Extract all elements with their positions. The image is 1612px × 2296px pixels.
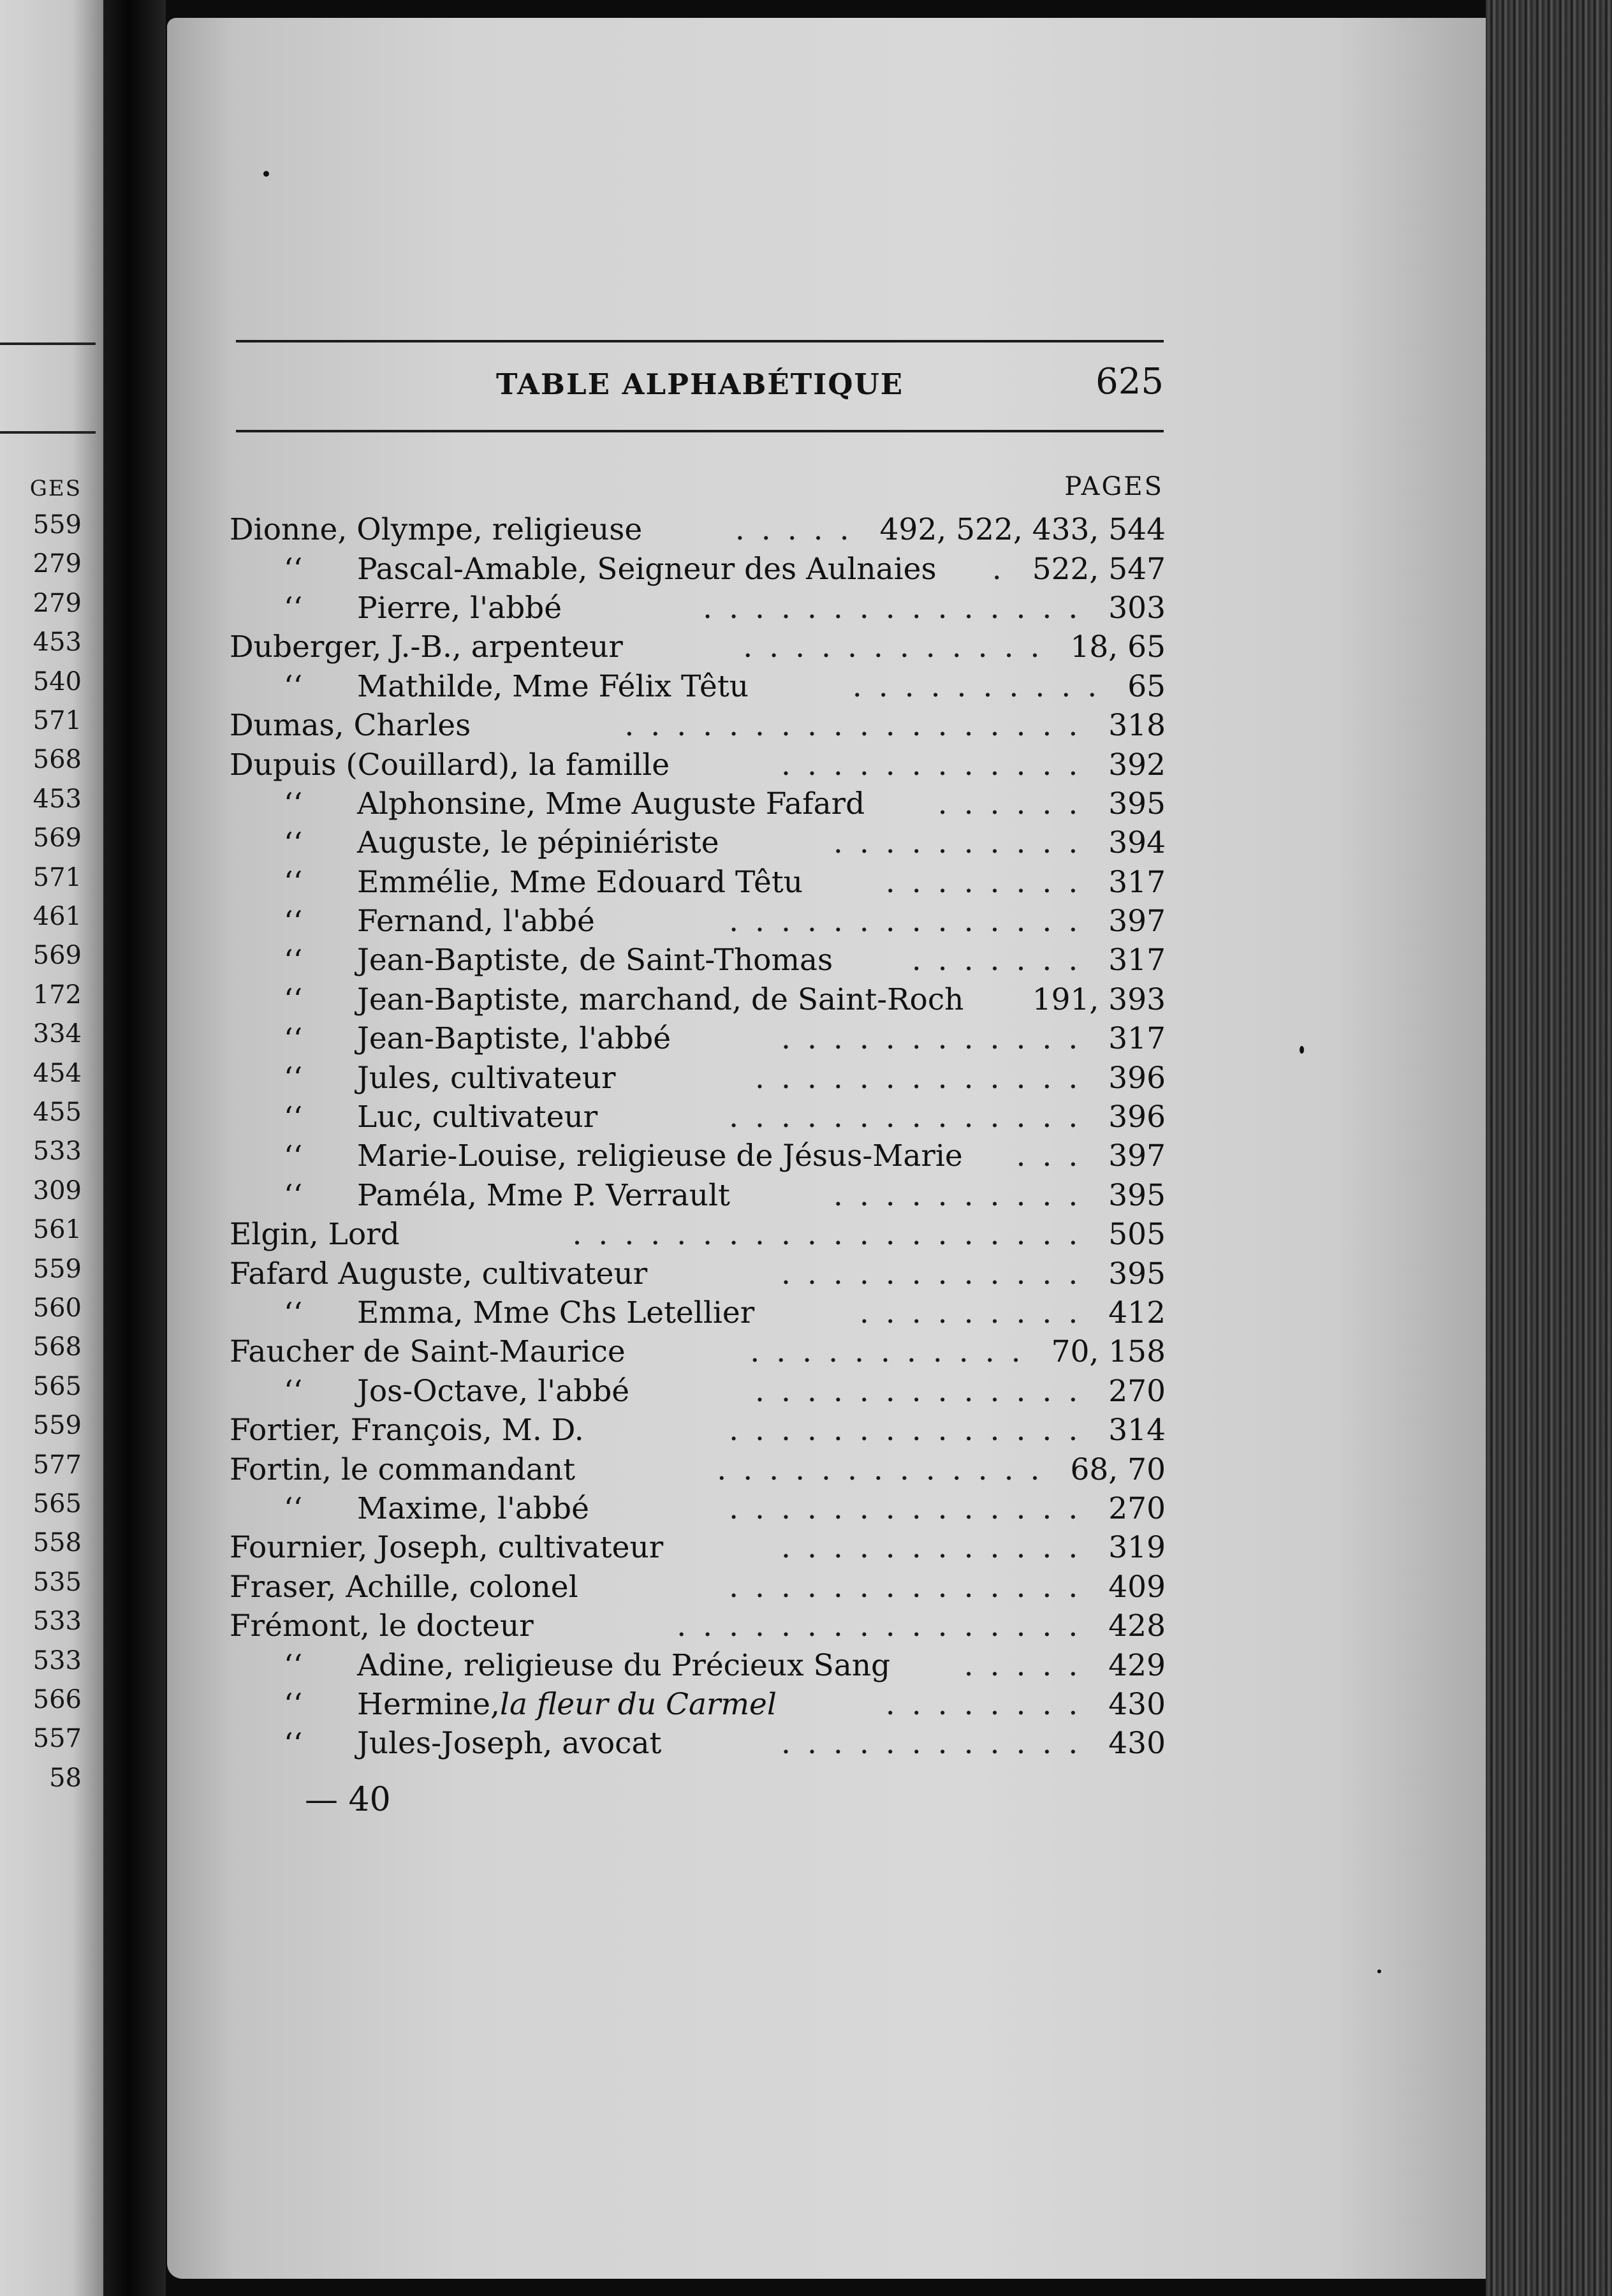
entry-label (357, 1058, 616, 1097)
dot-leader: ............ (743, 629, 1057, 665)
entry-label (230, 1411, 584, 1450)
entry-pages: 395 (1108, 1256, 1166, 1292)
dot-leader: ..... (735, 512, 866, 548)
entry-pages: 65 (1127, 668, 1166, 704)
index-entry (230, 863, 1166, 902)
facing-page-number: 455 (33, 1098, 82, 1127)
entry-label-text: Emmélie, Mme Edouard Têtu (357, 864, 803, 900)
facing-page-number: 453 (33, 628, 82, 658)
facing-page-number: 453 (33, 784, 82, 814)
entry-label-text: Dumas, Charles (230, 708, 471, 744)
entry-label-text: Fraser, Achille, colonel (230, 1569, 578, 1605)
entry-pages: 319 (1108, 1530, 1166, 1566)
entry-label-text: Elgin, Lord (230, 1217, 400, 1253)
ditto-mark: ‘‘ (284, 591, 303, 626)
dot-leader: . (992, 551, 1018, 587)
ditto-mark: ‘‘ (284, 1138, 303, 1174)
entry-label-text: Dionne, Olympe, religieuse (230, 512, 643, 548)
facing-page-number: 569 (33, 941, 82, 971)
header-rule-top (236, 340, 1164, 342)
entry-pages: 396 (1108, 1060, 1166, 1096)
entry-label (230, 1607, 534, 1645)
dot-leader: ... (1016, 1138, 1095, 1174)
ditto-mark: ‘‘ (284, 982, 303, 1017)
page-number: 625 (1095, 361, 1164, 402)
facing-page-number: 561 (33, 1215, 82, 1245)
header-rule-bottom (236, 430, 1164, 432)
entry-pages: 505 (1108, 1217, 1166, 1253)
facing-page-number: 279 (33, 588, 82, 618)
dot-leader: .......... (852, 668, 1114, 704)
entry-label-text: Jean-Baptiste, l'abbé (357, 1021, 671, 1057)
entry-label (357, 980, 964, 1019)
dot-leader: ............. (717, 1452, 1057, 1487)
facing-page-number: 461 (33, 902, 82, 931)
entry-label-text: Pascal-Amable, Seigneur des Aulnaies (357, 551, 937, 587)
entry-label-text: Emma, Mme Chs Letellier (357, 1295, 755, 1330)
facing-page-number: 559 (33, 1254, 82, 1284)
facing-page-number: 533 (33, 1645, 82, 1675)
facing-page-number: 559 (33, 1411, 82, 1441)
signature-mark: — 40 (305, 1781, 391, 1819)
facing-page-number: 533 (33, 1137, 82, 1166)
facing-page-number: 560 (33, 1293, 82, 1323)
facing-page-number: 334 (33, 1019, 82, 1049)
ditto-mark: ‘‘ (284, 1061, 303, 1096)
entry-pages: 394 (1108, 825, 1166, 861)
entry-label-text: Frémont, le docteur (230, 1608, 534, 1644)
index-entry (230, 1685, 1166, 1724)
entry-pages: 70, 158 (1051, 1334, 1166, 1370)
entry-label (357, 941, 833, 980)
entry-label-text: Hermine, (357, 1686, 500, 1722)
dot-leader: ..... (964, 1647, 1095, 1683)
dot-leader: ...... (937, 786, 1095, 821)
index-entry (230, 1568, 1166, 1607)
dot-leader: ............ (781, 747, 1095, 783)
entry-label (230, 628, 623, 666)
facing-page-header-fragment: GES (29, 476, 82, 501)
entry-pages: 68, 70 (1070, 1452, 1166, 1487)
paper-speck (1377, 1969, 1381, 1973)
index-entry (230, 1019, 1166, 1058)
index-entry (230, 745, 1166, 784)
ditto-mark: ‘‘ (284, 865, 303, 900)
entry-label-text: Faucher de Saint-Maurice (230, 1334, 626, 1370)
facing-page-number: 571 (33, 862, 82, 892)
index-entry (230, 667, 1166, 706)
entry-pages: 397 (1108, 904, 1166, 939)
entry-label-text: Fournier, Joseph, cultivateur (230, 1530, 664, 1566)
dot-leader: .......... (833, 825, 1095, 861)
facing-page-number: 568 (33, 1332, 82, 1362)
ditto-mark: ‘‘ (284, 1021, 303, 1056)
entry-label (357, 863, 803, 902)
entry-pages: 492, 522, 433, 544 (879, 512, 1166, 548)
dot-leader: ............. (755, 1373, 1095, 1409)
entry-label-text: Pierre, l'abbé (357, 590, 562, 626)
entry-label-text: Dupuis (Couillard), la famille (230, 747, 670, 783)
entry-label (357, 667, 749, 706)
entry-pages: 18, 65 (1070, 629, 1166, 665)
index-entry (230, 1254, 1166, 1293)
ditto-mark: ‘‘ (284, 1100, 303, 1135)
index-entry (230, 980, 1166, 1019)
running-title: TABLE ALPHABÉTIQUE (495, 367, 904, 401)
dot-leader: .......... (833, 1177, 1095, 1213)
entry-label (357, 1685, 777, 1724)
index-entry (230, 549, 1166, 588)
entry-pages: 392 (1108, 747, 1166, 783)
entry-label (230, 706, 471, 745)
ditto-mark: ‘‘ (284, 1295, 303, 1330)
index-entry (230, 823, 1166, 862)
entry-label (357, 823, 719, 862)
entry-label-text: Alphonsine, Mme Auguste Fafard (357, 786, 865, 821)
index-entries (230, 510, 1166, 1763)
entry-pages: 318 (1108, 708, 1166, 744)
ditto-mark: ‘‘ (284, 552, 303, 587)
ditto-mark: ‘‘ (284, 825, 303, 860)
index-entry (230, 1137, 1166, 1175)
facing-page-number: 172 (33, 980, 82, 1010)
entry-pages: 430 (1108, 1726, 1166, 1762)
entry-label (357, 1645, 890, 1684)
dot-leader: ............ (781, 1530, 1095, 1566)
entry-label (230, 1450, 575, 1489)
index-entry (230, 784, 1166, 823)
entry-label (230, 745, 670, 784)
ditto-mark: ‘‘ (284, 1687, 303, 1722)
facing-page-number: 557 (33, 1724, 82, 1754)
dot-leader: .................... (572, 1217, 1095, 1253)
index-entry (230, 1293, 1166, 1332)
index-entry (230, 706, 1166, 745)
entry-pages: 317 (1108, 943, 1166, 978)
entry-label (357, 1489, 589, 1528)
entry-pages: 317 (1108, 1021, 1166, 1057)
entry-label-text: Jean-Baptiste, marchand, de Saint-Roch (357, 982, 964, 1017)
facing-page-number: 577 (33, 1450, 82, 1480)
ditto-mark: ‘‘ (284, 1374, 303, 1409)
ditto-mark: ‘‘ (284, 1491, 303, 1526)
entry-pages: 409 (1108, 1569, 1166, 1605)
facing-page-number: 568 (33, 745, 82, 775)
dot-leader: ............ (781, 1256, 1095, 1292)
facing-page-fragment (0, 0, 103, 2296)
index-entry (230, 902, 1166, 941)
index-entry (230, 1450, 1166, 1489)
entry-label (230, 510, 642, 549)
index-entry (230, 1607, 1166, 1645)
facing-page-number: 454 (33, 1058, 82, 1088)
dot-leader: ............... (703, 590, 1095, 626)
entry-pages: 395 (1108, 1177, 1166, 1213)
facing-page-rule-top (0, 342, 96, 345)
entry-label (357, 1372, 629, 1411)
entry-label (357, 1176, 730, 1215)
ditto-mark: ‘‘ (284, 786, 303, 821)
entry-label-text: Duberger, J.-B., arpenteur (230, 629, 623, 665)
facing-page-number: 559 (33, 510, 82, 540)
facing-page-number: 533 (33, 1607, 82, 1637)
index-entry (230, 1372, 1166, 1411)
facing-page-number: 565 (33, 1489, 82, 1519)
dot-leader: .............. (729, 904, 1095, 939)
facing-page-number: 540 (33, 666, 82, 696)
entry-label-text: Jules, cultivateur (357, 1060, 616, 1096)
entry-pages: 395 (1108, 786, 1166, 821)
entry-label-text: Fafard Auguste, cultivateur (230, 1256, 648, 1292)
entry-label-text: Fortier, François, M. D. (230, 1413, 584, 1448)
dot-leader: .............. (729, 1100, 1095, 1135)
entry-label-text: Luc, cultivateur (357, 1100, 598, 1135)
ditto-mark: ‘‘ (284, 669, 303, 704)
entry-label-text: Paméla, Mme P. Verrault (357, 1177, 730, 1213)
index-entry (230, 941, 1166, 980)
index-entry (230, 510, 1166, 549)
entry-label (357, 1098, 597, 1137)
entry-label-text: Adine, religieuse du Précieux Sang (357, 1647, 891, 1683)
entry-pages: 430 (1108, 1686, 1166, 1722)
entry-label (357, 589, 562, 628)
entry-label (230, 1332, 626, 1371)
facing-page-number: 535 (33, 1567, 82, 1597)
index-entry (230, 1332, 1166, 1371)
entry-pages: 270 (1108, 1373, 1166, 1409)
entry-label (357, 549, 937, 588)
facing-page-number: 565 (33, 1371, 82, 1401)
ditto-mark: ‘‘ (284, 904, 303, 939)
dot-leader: ............ (781, 1726, 1095, 1762)
book-gutter (103, 0, 166, 2296)
facing-page-number: 558 (33, 1528, 82, 1558)
entry-pages: 396 (1108, 1100, 1166, 1135)
dot-leader: .............. (729, 1569, 1095, 1605)
entry-pages: 412 (1108, 1295, 1166, 1330)
dot-leader: ........ (885, 1686, 1095, 1722)
facing-page-number: 569 (33, 823, 82, 853)
dot-leader: ............ (781, 1021, 1095, 1057)
entry-pages: 314 (1108, 1413, 1166, 1448)
entry-pages: 428 (1108, 1608, 1166, 1644)
dot-leader (989, 980, 1018, 1019)
facing-page-number: 279 (33, 549, 82, 579)
entry-label-text: Maxime, l'abbé (357, 1490, 589, 1526)
entry-pages: 191, 393 (1032, 982, 1166, 1017)
dot-leader: ....... (911, 943, 1095, 978)
entry-label (357, 1724, 661, 1763)
index-entry (230, 1098, 1166, 1137)
entry-label (230, 1568, 578, 1607)
entry-label (357, 1293, 754, 1332)
ditto-mark: ‘‘ (284, 943, 303, 978)
entry-label-italic: la fleur du Carmel (499, 1686, 777, 1722)
ditto-mark: ‘‘ (284, 1726, 303, 1761)
dot-leader: .............. (729, 1413, 1095, 1448)
entry-label (357, 1137, 963, 1175)
entry-pages: 429 (1108, 1647, 1166, 1683)
ditto-mark: ‘‘ (284, 1178, 303, 1213)
entry-label-text: Mathilde, Mme Félix Têtu (357, 668, 749, 704)
entry-label-text: Auguste, le pépiniériste (357, 825, 719, 861)
entry-label-text: Jean-Baptiste, de Saint-Thomas (357, 943, 833, 978)
entry-label-text: Marie-Louise, religieuse de Jésus-Marie (357, 1138, 963, 1174)
entry-label-text: Jules-Joseph, avocat (357, 1726, 662, 1762)
index-entry (230, 1215, 1166, 1254)
entry-label-text: Fortin, le commandant (230, 1452, 575, 1487)
entry-pages: 317 (1108, 864, 1166, 900)
ditto-mark: ‘‘ (284, 1648, 303, 1683)
facing-page-number: 566 (33, 1685, 82, 1714)
facing-page-rule-bottom (0, 431, 96, 434)
index-entry (230, 1411, 1166, 1450)
index-entry (230, 1058, 1166, 1097)
paper-speck (1300, 1046, 1304, 1054)
index-entry (230, 1489, 1166, 1528)
dot-leader: ........... (750, 1334, 1037, 1370)
facing-page-number: 571 (33, 706, 82, 735)
dot-leader: ............. (755, 1060, 1095, 1096)
pages-column-label: PAGES (1064, 472, 1164, 501)
entry-label (357, 902, 595, 941)
dot-leader: .................. (624, 708, 1095, 744)
index-entry (230, 628, 1166, 666)
index-entry (230, 1176, 1166, 1215)
index-entry (230, 1528, 1166, 1567)
dot-leader: ................ (677, 1608, 1095, 1644)
facing-page-number: 58 (49, 1763, 82, 1793)
index-entry (230, 1724, 1166, 1763)
dot-leader: ........ (885, 864, 1095, 900)
paper-speck (263, 171, 269, 177)
index-entry (230, 1645, 1166, 1684)
entry-pages: 303 (1108, 590, 1166, 626)
dot-leader: ......... (859, 1295, 1095, 1330)
entry-label (230, 1254, 647, 1293)
entry-pages: 397 (1108, 1138, 1166, 1174)
entry-label (357, 784, 865, 823)
entry-label (230, 1215, 400, 1254)
page-edges (1486, 0, 1612, 2296)
entry-label-text: Jos-Octave, l'abbé (357, 1373, 630, 1409)
entry-label (230, 1528, 663, 1567)
entry-pages: 270 (1108, 1490, 1166, 1526)
entry-label (357, 1019, 671, 1058)
dot-leader: .............. (729, 1490, 1095, 1526)
facing-page-number: 309 (33, 1175, 82, 1205)
entry-pages: 522, 547 (1032, 551, 1166, 587)
index-entry (230, 589, 1166, 628)
entry-label-text: Fernand, l'abbé (357, 904, 595, 939)
